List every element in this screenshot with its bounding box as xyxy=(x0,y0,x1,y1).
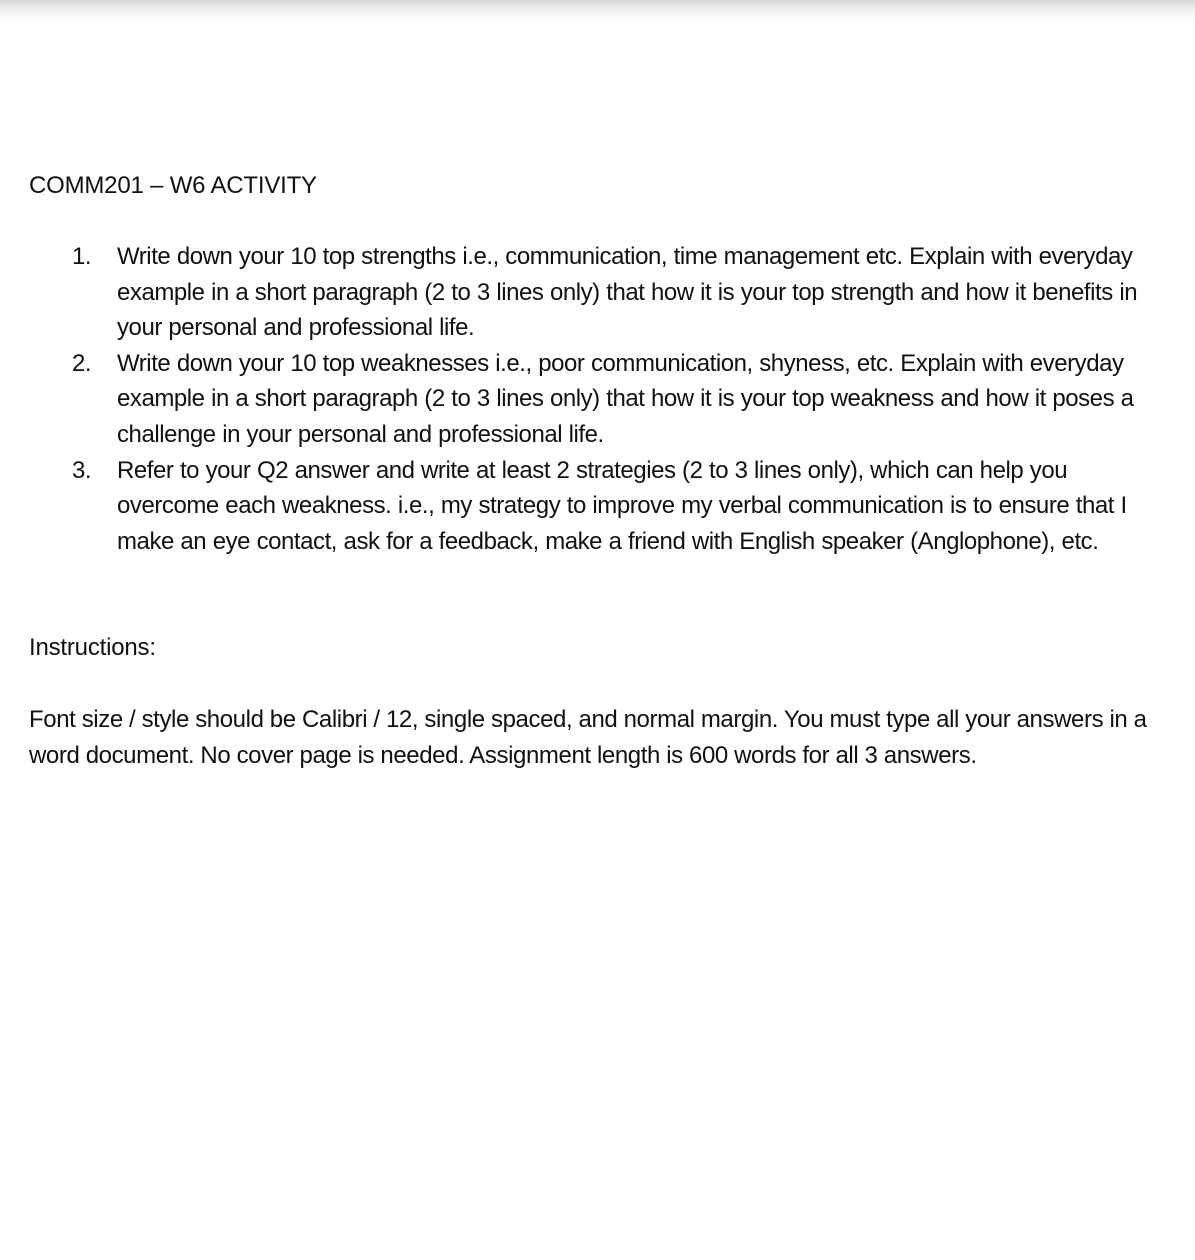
instructions-text: Font size / style should be Calibri / 12, single spaced, and normal margin. You must type all your answers in a word document. No cover page is needed. Assignment length is 600 words for all 3 answers. xyxy=(29,706,1147,769)
question-text: Write down your 10 top weaknesses i.e., poor communication, shyness, etc. Explain with everyday example in a short paragraph (2 to 3 lines only) that how it is your top weakness and how it poses a challenge in your personal and professional life. xyxy=(117,349,1134,448)
question-text: Write down your 10 top strengths i.e., communication, time management etc. Explain with everyday example in a short paragraph (2 to 3 lines only) that how it is your top strength and how it benefits in your personal and professional life. xyxy=(117,243,1138,342)
question-item-3 xyxy=(0,453,1172,560)
question-item-1 xyxy=(0,239,1172,346)
question-number: 3. xyxy=(72,456,92,484)
instructions-heading: Instructions: xyxy=(29,634,156,661)
question-number: 1. xyxy=(72,243,92,270)
document-title: COMM201 – W6 ACTIVITY xyxy=(29,172,317,199)
question-list xyxy=(0,239,1195,559)
question-number: 2. xyxy=(72,349,92,377)
question-text: Refer to your Q2 answer and write at least 2 strategies (2 to 3 lines only), which can help you overcome each weakness. i.e., my strategy to improve my verbal communication is to ensure that I make an eye contact, ask for a feedback, make a friend with English speaker (Anglophone), etc. xyxy=(117,456,1127,555)
question-item-2 xyxy=(0,346,1172,453)
